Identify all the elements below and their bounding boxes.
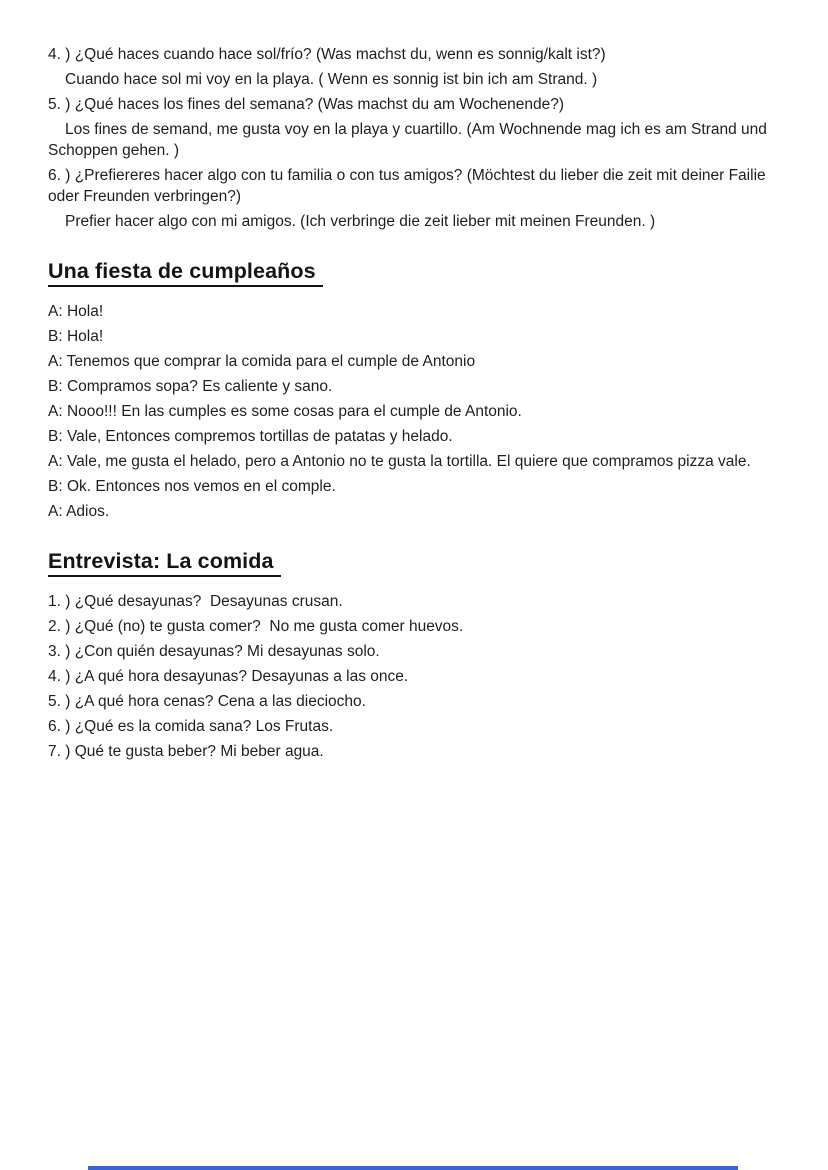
dialogue-line: A: Nooo!!! En las cumples es some cosas para el cumple de Antonio. xyxy=(48,403,522,420)
answer-line: Los fines de semand, me gusta voy en la playa y cuartillo. (Am Wochnende mag ich es am Strand und Schoppen gehen. ) xyxy=(48,121,772,159)
page-bottom-bar xyxy=(88,1166,738,1170)
dialogue-line: A: Tenemos que comprar la comida para el cumple de Antonio xyxy=(48,353,476,370)
section-title-entrevista: Entrevista: La comida xyxy=(48,549,281,577)
answer-line: Cuando hace sol mi voy en la playa. ( Wenn es sonnig ist bin ich am Strand. ) xyxy=(65,71,598,88)
interview-line: 2. ) ¿Qué (no) te gusta comer? No me gusta comer huevos. xyxy=(48,618,464,635)
dialogue-line: B: Vale, Entonces compremos tortillas de patatas y helado. xyxy=(48,428,453,445)
qa-block xyxy=(48,44,782,232)
interview-line: 5. ) ¿A qué hora cenas? Cena a las dieciocho. xyxy=(48,693,366,710)
section-header-entrevista xyxy=(48,549,782,577)
interview-line: 4. ) ¿A qué hora desayunas? Desayunas a las once. xyxy=(48,668,409,685)
dialogue-line: A: Vale, me gusta el helado, pero a Antonio no te gusta la tortilla. El quiere que compramos pizza vale. xyxy=(48,453,751,470)
question-line: 6. ) ¿Prefiereres hacer algo con tu familia o con tus amigos? (Möchtest du lieber die zeit mit deiner Failie oder Freunden verbringen?) xyxy=(48,167,770,205)
interview-line: 3. ) ¿Con quién desayunas? Mi desayunas solo. xyxy=(48,643,380,660)
section-header-fiesta xyxy=(48,259,782,287)
fiesta-dialogue xyxy=(48,301,782,522)
question-line: 5. ) ¿Qué haces los fines del semana? (Was machst du am Wochenende?) xyxy=(48,96,565,113)
interview-line: 1. ) ¿Qué desayunas? Desayunas crusan. xyxy=(48,593,343,610)
dialogue-line: B: Compramos sopa? Es caliente y sano. xyxy=(48,378,333,395)
answer-line: Prefier hacer algo con mi amigos. (Ich verbringe die zeit lieber mit meinen Freunden. ) xyxy=(65,213,656,230)
interview-line: 7. ) Qué te gusta beber? Mi beber agua. xyxy=(48,743,324,760)
entrevista-list xyxy=(48,591,782,762)
dialogue-line: B: Hola! xyxy=(48,328,104,345)
question-line: 4. ) ¿Qué haces cuando hace sol/frío? (Was machst du, wenn es sonnig/kalt ist?) xyxy=(48,46,606,63)
dialogue-line: B: Ok. Entonces nos vemos en el comple. xyxy=(48,478,336,495)
dialogue-line: A: Hola! xyxy=(48,303,104,320)
section-title-fiesta: Una fiesta de cumpleaños xyxy=(48,259,323,287)
dialogue-line: A: Adios. xyxy=(48,503,110,520)
interview-line: 6. ) ¿Qué es la comida sana? Los Frutas. xyxy=(48,718,334,735)
